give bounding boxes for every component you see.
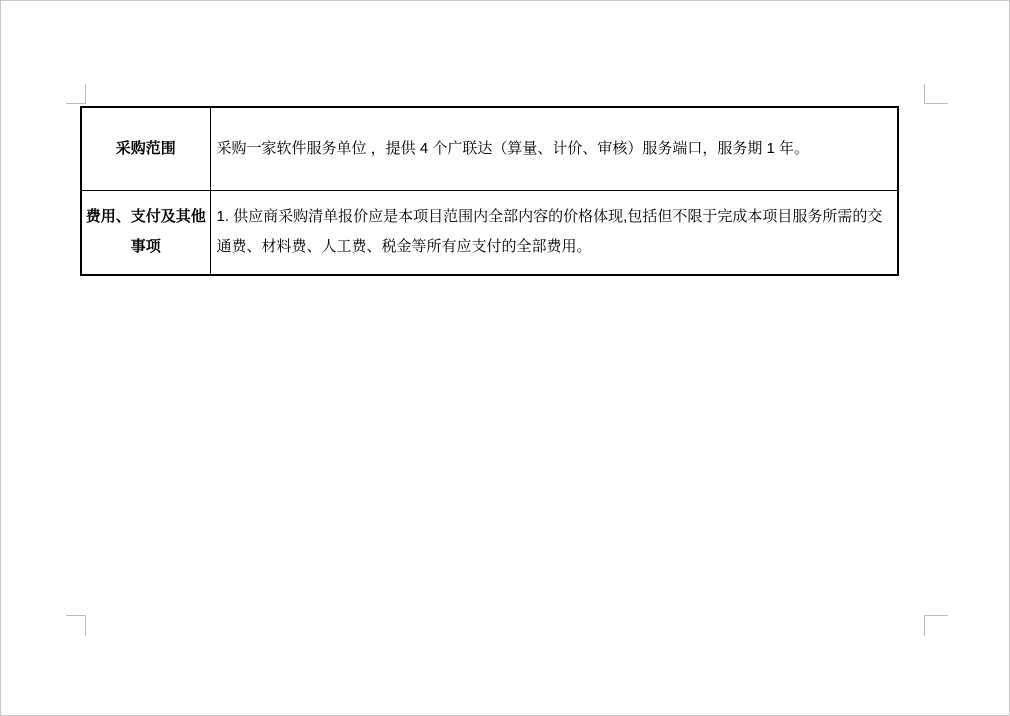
- row-content-fees-payment-other: 1. 供应商采购清单报价应是本项目范围内全部内容的价格体现,包括但不限于完成本项目服务所需的交通费、材料费、人工费、税金等所有应支付的全部费用。: [210, 190, 898, 275]
- margin-cropmark-top-right: [924, 84, 948, 104]
- margin-cropmark-bottom-left: [66, 615, 86, 636]
- margin-cropmark-bottom-right: [924, 615, 948, 636]
- row-content-procurement-scope: 采购一家软件服务单位 ，提供 4 个广联达（算量、计价、审核）服务端口，服务期 1 年。: [210, 107, 898, 190]
- margin-cropmark-top-left: [66, 84, 86, 104]
- row-label-procurement-scope: 采购范围: [81, 107, 210, 190]
- table-row: [81, 107, 898, 190]
- row-label-fees-payment-other: 费用、支付及其他事项: [81, 190, 210, 275]
- document-table: [80, 106, 899, 276]
- table-row: [81, 190, 898, 275]
